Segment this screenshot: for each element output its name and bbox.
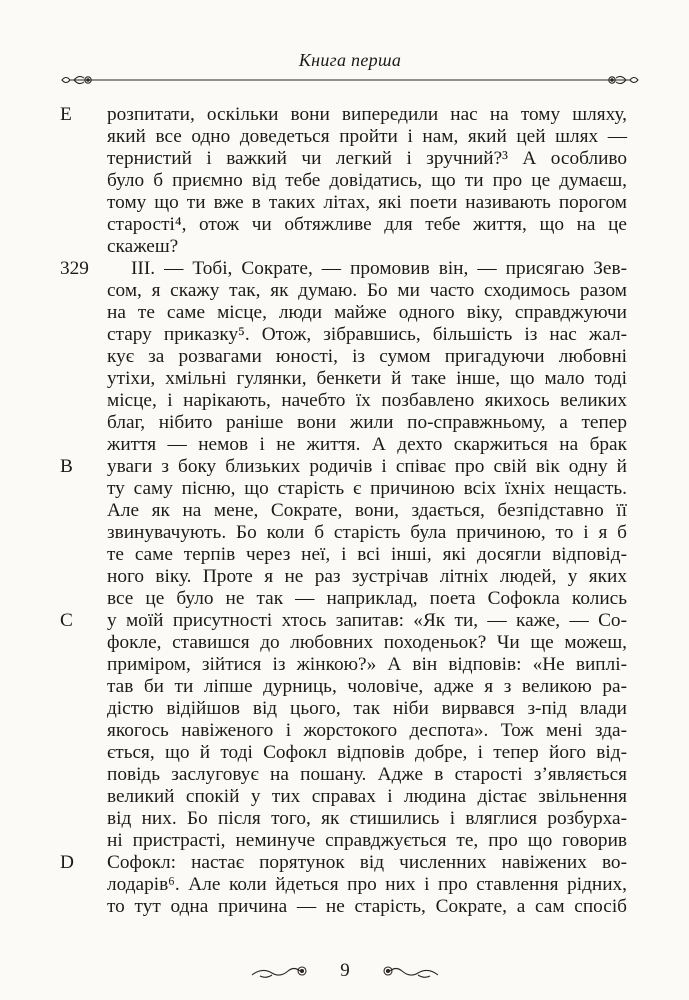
margin-marker: D bbox=[60, 852, 74, 873]
text-line: життя — немов і не життя. А дехто скаржиться на брак bbox=[107, 434, 627, 455]
text-line: ється, що й тоді Софокл відповів добре, і тепер його від- bbox=[107, 742, 627, 763]
text-line: у моїй присутності хтось запитав: «Як ти, — каже, — Со- bbox=[107, 610, 627, 631]
text-line: лодарів⁶. Але коли йдеться про них і про ставлення рідних, bbox=[107, 874, 627, 895]
text-line: повідь заслуговує на пошану. Адже в старості з’являється bbox=[107, 764, 627, 785]
text-line: стару приказку⁵. Отож, зібравшись, більшість із нас жал- bbox=[107, 324, 627, 345]
text-line: благ, нібито раніше вони жили по-справжньому, а тепер bbox=[107, 412, 627, 433]
text-line: якогось навіженого і жорстокого деспота». Тож мені зда- bbox=[107, 720, 627, 741]
page-number: 9 bbox=[340, 960, 350, 981]
text-line: то тут одна причина — не старість, Сократе, а сам спосіб bbox=[107, 896, 627, 917]
text-line: приміром, зійтися із жінкою?» А він відповів: «Не виплі- bbox=[107, 654, 627, 675]
right-flourish-icon bbox=[380, 963, 440, 981]
text-line: кує за розвагами юності, із сумом пригадуючи любовні bbox=[107, 346, 627, 367]
text-line: все це було не так — наприклад, поета Софокла колись bbox=[107, 588, 627, 609]
margin-marker: E bbox=[60, 104, 72, 125]
text-line: розпитати, оскільки вони випередили нас на тому шляху, bbox=[107, 104, 627, 125]
text-line: утіхи, хмільні гулянки, бенкети й таке інше, що мало тоді bbox=[107, 368, 627, 389]
running-header-title: Книга перша bbox=[298, 50, 402, 70]
text-line: тернистий і важкий чи легкий і зручний?³ А особливо bbox=[107, 148, 627, 169]
text-line: старості⁴, отож чи обтяжливе для тебе життя, що на це bbox=[107, 214, 627, 235]
page-footer bbox=[250, 958, 440, 986]
text-line: фокле, ставишся до любовних походеньок? Чи ще можеш, bbox=[107, 632, 627, 653]
text-line: звинувачують. Бо коли б старість була причиною, то і я б bbox=[107, 522, 627, 543]
text-line: дістю відійшов від цього, так ніби вирвався з-під влади bbox=[107, 698, 627, 719]
text-line: ного віку. Проте я не раз зустрічав літніх людей, у яких bbox=[107, 566, 627, 587]
margin-marker: B bbox=[60, 456, 73, 477]
text-line: Але як на мене, Сократе, вони, здається, безпідставно її bbox=[107, 500, 627, 521]
text-line: сом, я скажу так, як думаю. Бо ми часто сходимось разом bbox=[107, 280, 627, 301]
text-line: який все одно доведеться пройти і нам, який цей шлях — bbox=[107, 126, 627, 147]
text-line: ту саму пісню, що старість є причиною всіх їхніх нещасть. bbox=[107, 478, 627, 499]
running-header bbox=[60, 44, 640, 86]
text-line: на те саме місце, люди майже одного віку, справджуючи bbox=[107, 302, 627, 323]
text-line: Софокл: настає порятунок від численних навіжених во- bbox=[107, 852, 627, 873]
margin-marker: C bbox=[60, 610, 73, 631]
text-line: від них. Бо після того, як стишились і вляглися розбурха- bbox=[107, 808, 627, 829]
text-line: місце, і нарікають, начебто їх позбавлено якихось великих bbox=[107, 390, 627, 411]
text-line: III. — Тобі, Сократе, — промовив він, — присягаю Зев- bbox=[131, 258, 627, 279]
text-line: уваги з боку близьких родичів і співає про свій вік одну й bbox=[107, 456, 627, 477]
text-line: скажеш? bbox=[107, 236, 179, 257]
text-line: ні пристрасті, неминуче справджується те, про що говорив bbox=[107, 830, 627, 851]
text-line: було б приємно від тебе довідатись, що ти про це думаєш, bbox=[107, 170, 627, 191]
text-line: великий спокій у тих справах і людина дістає звільнення bbox=[107, 786, 627, 807]
text-line: тому що ти вже в таких літах, які поети називають порогом bbox=[107, 192, 627, 213]
text-line: те саме терпів через неї, і всі інші, які досягли відповід- bbox=[107, 544, 627, 565]
margin-marker: 329 bbox=[60, 258, 89, 279]
text-line: тав би ти ліпше дурниць, чоловіче, адже я з великою ра- bbox=[107, 676, 627, 697]
ornamental-rule bbox=[60, 72, 640, 88]
